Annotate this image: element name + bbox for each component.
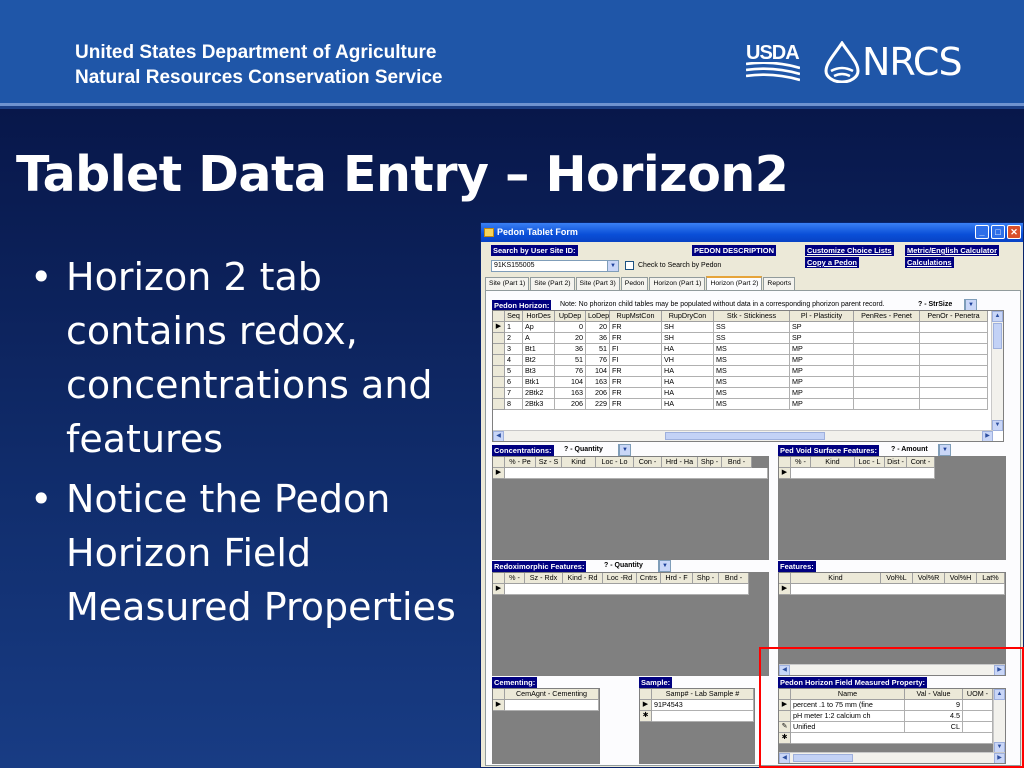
col-stickiness[interactable]: Stk - Stickiness (714, 311, 790, 322)
water-drop-icon (822, 41, 862, 83)
horizon-horizontal-scrollbar[interactable] (493, 430, 993, 441)
row-selector-header (779, 573, 791, 584)
nrcs-wordmark: NRCS (862, 40, 962, 84)
cell-rupmstcon[interactable]: FR (610, 333, 662, 344)
col-size[interactable]: Sz - Rdx (525, 573, 563, 584)
cell-penres[interactable] (854, 399, 920, 410)
cell-lodep[interactable]: 20 (586, 322, 610, 333)
new-record-row[interactable] (779, 468, 1005, 479)
cell-rupdrycon[interactable]: HA (662, 366, 714, 377)
cell-updep[interactable]: 51 (555, 355, 586, 366)
tab-horizon-part-1[interactable]: Horizon (Part 1) (649, 277, 705, 290)
cell-rupdrycon[interactable]: HA (662, 388, 714, 399)
cell-penres[interactable] (854, 366, 920, 377)
features-grid-header (779, 573, 1005, 584)
col-kind[interactable]: Kind (791, 573, 881, 584)
scroll-right-icon[interactable]: ▶ (994, 665, 1005, 676)
cell-stickiness[interactable]: MS (714, 388, 790, 399)
pedon-horizon-label: Pedon Horizon: (494, 301, 550, 310)
cell-plasticity[interactable]: MP (790, 388, 854, 399)
cell-value[interactable]: 4.5 (905, 711, 963, 722)
current-record-icon: ▶ (493, 468, 505, 479)
cell-hordes[interactable]: Bt2 (523, 355, 555, 366)
cell-stickiness[interactable]: MS (714, 366, 790, 377)
cell-penres[interactable] (854, 388, 920, 399)
row-selector-header (779, 457, 791, 468)
cell-seq[interactable]: 6 (505, 377, 523, 388)
scroll-left-icon[interactable]: ◀ (493, 431, 504, 442)
customize-choice-lists-link[interactable]: Customize Choice Lists (807, 246, 892, 255)
col-distinctness[interactable]: Dist - (885, 457, 907, 468)
cell-stickiness[interactable]: MS (714, 355, 790, 366)
horizon-grid (492, 310, 1004, 442)
chevron-down-icon[interactable]: ▼ (659, 561, 670, 571)
row-selector[interactable] (493, 399, 505, 410)
col-penor[interactable]: PenOr - Penetra (920, 311, 988, 322)
cell-name[interactable]: pH meter 1:2 calcium ch (791, 711, 905, 722)
sample-label: Sample: (641, 678, 671, 687)
cell-name[interactable]: percent .1 to 75 mm (fine (791, 700, 905, 711)
cell-updep[interactable]: 20 (555, 333, 586, 344)
cell-lodep[interactable]: 229 (586, 399, 610, 410)
cell-penres[interactable] (854, 344, 920, 355)
col-vol-rv[interactable]: Vol%R (913, 573, 945, 584)
cell-penor[interactable] (920, 377, 988, 388)
cementing-label: Cementing: (494, 678, 536, 687)
table-row[interactable] (493, 399, 1003, 410)
chevron-down-icon[interactable]: ▼ (939, 445, 950, 455)
tab-site-part-3[interactable]: Site (Part 3) (576, 277, 620, 290)
col-lodep[interactable]: LoDep (588, 311, 610, 320)
pedon-description-button[interactable]: PEDON DESCRIPTION (694, 246, 775, 255)
new-record-row[interactable] (493, 468, 768, 479)
cell-value[interactable]: CL (905, 722, 963, 733)
scroll-right-icon[interactable]: ▶ (982, 431, 993, 442)
cell-hordes[interactable]: Bt3 (523, 366, 555, 377)
nrcs-logo (822, 40, 962, 84)
redox-label: Redoximorphic Features: (494, 562, 585, 571)
current-record-icon[interactable]: ▶ (493, 322, 505, 333)
col-value[interactable]: Val - Value (905, 689, 963, 700)
cell-updep[interactable]: 104 (555, 377, 586, 388)
current-record-icon: ▶ (493, 584, 505, 595)
minimize-button[interactable]: _ (975, 225, 989, 239)
chevron-down-icon[interactable]: ▼ (607, 261, 618, 271)
current-record-icon[interactable]: ▶ (779, 700, 791, 711)
cell-rupmstcon[interactable]: FR (610, 377, 662, 388)
col-kind[interactable]: Kind (562, 457, 596, 468)
agency-line-1: United States Department of Agriculture (75, 42, 437, 63)
cell-rupdrycon[interactable]: SH (662, 333, 714, 344)
col-vol-high[interactable]: Vol%H (945, 573, 977, 584)
scroll-left-icon[interactable]: ◀ (779, 753, 790, 764)
cell-seq[interactable]: 3 (505, 344, 523, 355)
tab-horizon-part-2[interactable]: Horizon (Part 2) (706, 276, 762, 290)
col-rupmstcon[interactable]: RupMstCon (610, 311, 662, 322)
cell-plasticity[interactable]: SP (790, 333, 854, 344)
col-location[interactable]: Loc -Rd (603, 573, 637, 584)
cell-penor[interactable] (920, 366, 988, 377)
col-location[interactable]: Loc - L (855, 457, 885, 468)
edit-record-icon[interactable]: ✎ (779, 722, 791, 733)
row-selector[interactable] (493, 377, 505, 388)
sample-grid (639, 688, 755, 764)
cell-lodep[interactable]: 163 (586, 377, 610, 388)
cell-updep[interactable]: 0 (555, 322, 586, 333)
cell-penres[interactable] (854, 355, 920, 366)
table-row[interactable] (493, 366, 1003, 377)
row-selector-header (493, 457, 505, 468)
col-lab-sample[interactable]: Samp# - Lab Sample # (652, 689, 754, 700)
table-row[interactable] (493, 322, 1003, 333)
row-selector[interactable] (493, 333, 505, 344)
tab-reports[interactable]: Reports (763, 277, 795, 290)
scroll-thumb[interactable] (665, 432, 825, 440)
col-updep[interactable]: UpDep (555, 311, 586, 322)
metric-calculator-link[interactable]: Metric/English Calculator (907, 246, 998, 255)
cell-hordes[interactable]: Ap (523, 322, 555, 333)
chevron-down-icon[interactable]: ▼ (965, 300, 976, 310)
cell-rupmstcon[interactable]: FR (610, 322, 662, 333)
table-row[interactable] (640, 700, 754, 711)
col-contrast[interactable]: Con - (634, 457, 662, 468)
cell-rupdrycon[interactable]: HA (662, 399, 714, 410)
col-uom[interactable]: UOM - (963, 689, 993, 700)
cell-penor[interactable] (920, 333, 988, 344)
empty-cell[interactable] (791, 584, 1005, 595)
cell-seq[interactable]: 1 (505, 322, 523, 333)
concentrations-label: Concentrations: (494, 446, 552, 455)
col-percent[interactable]: % - Pe (505, 457, 536, 468)
row-selector-header (493, 573, 505, 584)
cell-seq[interactable]: 8 (505, 399, 523, 410)
scroll-up-icon[interactable]: ▲ (994, 689, 1005, 700)
window-titlebar[interactable] (481, 223, 1023, 242)
cell-penres[interactable] (854, 322, 920, 333)
cell-rupdrycon[interactable]: HA (662, 344, 714, 355)
col-shape[interactable]: Shp - (693, 573, 719, 584)
search-by-pedon-checkbox[interactable] (625, 261, 634, 270)
cell-seq[interactable]: 4 (505, 355, 523, 366)
cell-lodep[interactable]: 36 (586, 333, 610, 344)
tab-pedon[interactable]: Pedon (621, 277, 649, 290)
horizon-grid-body (493, 322, 1003, 410)
scroll-up-icon[interactable]: ▲ (992, 311, 1003, 322)
row-selector-header (493, 311, 505, 322)
cell-updep[interactable]: 76 (555, 366, 586, 377)
scroll-down-icon[interactable]: ▼ (994, 742, 1005, 753)
cell-plasticity[interactable]: MP (790, 355, 854, 366)
cell-rupmstcon[interactable]: FI (610, 344, 662, 355)
col-hardness[interactable]: Hrd - Ha (662, 457, 698, 468)
cell-hordes[interactable]: 2Btk2 (523, 388, 555, 399)
cell-hordes[interactable]: Btk1 (523, 377, 555, 388)
row-selector[interactable] (493, 355, 505, 366)
cell-rupmstcon[interactable]: FR (610, 388, 662, 399)
window-title: Pedon Tablet Form (497, 227, 578, 237)
cell-plasticity[interactable]: MP (790, 399, 854, 410)
strsize-label: ? - StrSize (918, 301, 953, 308)
table-row[interactable] (493, 355, 1003, 366)
concentrations-grid (492, 456, 769, 560)
col-contrast[interactable]: Cntrs (637, 573, 661, 584)
col-seq[interactable]: Seq (505, 311, 523, 322)
cell-value[interactable]: 9 (905, 700, 963, 711)
col-location[interactable]: Loc - Lo (596, 457, 634, 468)
col-lat[interactable]: Lat% (977, 573, 1005, 584)
concentrations-qty-dropdown[interactable] (618, 444, 631, 456)
cell-plasticity[interactable]: MP (790, 377, 854, 388)
tab-site-part-2[interactable]: Site (Part 2) (530, 277, 574, 290)
col-hardness[interactable]: Hrd - F (661, 573, 693, 584)
scroll-thumb[interactable] (993, 323, 1002, 349)
horizon-vertical-scrollbar[interactable] (991, 311, 1003, 431)
col-boundary[interactable]: Bnd - (722, 457, 752, 468)
agency-line-2: Natural Resources Conservation Service (75, 67, 443, 88)
fmp-label: Pedon Horizon Field Measured Property: (780, 678, 926, 687)
pedvoid-amount-label: ? - Amount (891, 446, 928, 453)
row-selector[interactable] (493, 344, 505, 355)
empty-cell[interactable] (652, 711, 754, 722)
col-cementing-agent[interactable]: CemAgnt - Cementing (505, 689, 599, 700)
new-record-row[interactable] (640, 711, 754, 722)
col-vol-low[interactable]: Vol%L (881, 573, 913, 584)
table-row[interactable] (493, 344, 1003, 355)
bullet-list (30, 250, 460, 640)
cell-penor[interactable] (920, 344, 988, 355)
empty-cell[interactable] (505, 468, 768, 479)
form-icon (484, 228, 494, 237)
bullet-item: • Notice the Pedon Horizon Field Measured Properties (30, 472, 460, 634)
cell-penres[interactable] (854, 377, 920, 388)
col-penres[interactable]: PenRes - Penet (854, 311, 920, 322)
bullet-item: • Horizon 2 tab contains redox, concentrations and features (30, 250, 460, 466)
cell-penres[interactable] (854, 333, 920, 344)
col-boundary[interactable]: Bnd - (719, 573, 749, 584)
new-record-row[interactable] (493, 584, 768, 595)
horizon-grid-header (493, 311, 1003, 322)
table-row[interactable] (493, 377, 1003, 388)
horizon-note: Note: No phorizon child tables may be populated without data in a corresponding phorizon parent record. (560, 301, 885, 308)
current-record-icon: ▶ (493, 700, 505, 711)
site-id-value: 91KS155005 (494, 262, 535, 269)
concentrations-qty-label: ? - Quantity (564, 446, 603, 453)
highlight-box (759, 647, 1024, 768)
cell-penor[interactable] (920, 322, 988, 333)
cell-hordes[interactable]: 2Btk3 (523, 399, 555, 410)
table-row[interactable] (493, 388, 1003, 399)
scroll-down-icon[interactable]: ▼ (992, 420, 1003, 431)
cell-updep[interactable]: 206 (555, 399, 586, 410)
sample-grid-header (640, 689, 754, 700)
new-record-row[interactable] (779, 584, 1005, 595)
search-by-pedon-label: Check to Search by Pedon (638, 262, 722, 269)
pedvoid-grid (778, 456, 1006, 560)
col-kind[interactable]: Kind (811, 457, 855, 468)
new-record-row[interactable] (493, 700, 599, 711)
cementing-grid-header (493, 689, 599, 700)
redox-qty-label: ? - Quantity (604, 562, 643, 569)
copy-pedon-link[interactable]: Copy a Pedon (807, 258, 858, 267)
tab-site-part-1[interactable]: Site (Part 1) (485, 277, 529, 290)
cell-updep[interactable]: 36 (555, 344, 586, 355)
row-selector[interactable] (493, 366, 505, 377)
col-plasticity[interactable]: Pl - Plasticity (790, 311, 854, 322)
redox-grid-header (493, 573, 768, 584)
cell-rupmstcon[interactable]: FR (610, 366, 662, 377)
usda-logo (746, 44, 802, 82)
col-percent[interactable]: % - (505, 573, 525, 584)
maximize-button[interactable]: □ (991, 225, 1005, 239)
cell-hordes[interactable]: Bt1 (523, 344, 555, 355)
cell-seq[interactable]: 7 (505, 388, 523, 399)
cell-stickiness[interactable]: SS (714, 333, 790, 344)
cell-plasticity[interactable]: MP (790, 344, 854, 355)
col-name[interactable]: Name (791, 689, 905, 700)
cell-stickiness[interactable]: MS (714, 344, 790, 355)
scroll-right-icon[interactable]: ▶ (994, 753, 1005, 764)
cell-stickiness[interactable]: SS (714, 322, 790, 333)
search-label: Search by User Site ID: (493, 246, 576, 255)
col-kind[interactable]: Kind - Rd (563, 573, 603, 584)
slide-header (0, 0, 1024, 106)
cell-rupmstcon[interactable]: FI (610, 355, 662, 366)
cell-penor[interactable] (920, 388, 988, 399)
current-record-icon: ▶ (779, 468, 791, 479)
col-shape[interactable]: Shp - (698, 457, 722, 468)
cell-stickiness[interactable]: MS (714, 377, 790, 388)
redox-qty-dropdown[interactable] (658, 560, 671, 572)
usda-field-stripes-icon (746, 62, 800, 82)
cell-penor[interactable] (920, 399, 988, 410)
slide-title: Tablet Data Entry – Horizon2 (16, 146, 789, 203)
agency-name (75, 40, 443, 90)
cementing-grid (492, 688, 600, 764)
features-label: Features: (780, 562, 814, 571)
cell-rupdrycon[interactable]: VH (662, 355, 714, 366)
cell-rupmstcon[interactable]: FR (610, 399, 662, 410)
cell-lodep[interactable]: 76 (586, 355, 610, 366)
current-record-icon: ▶ (779, 584, 791, 595)
cell-seq[interactable]: 5 (505, 366, 523, 377)
form-tabs (485, 277, 796, 290)
cell-seq[interactable]: 2 (505, 333, 523, 344)
cell-rupdrycon[interactable]: SH (662, 322, 714, 333)
col-percent[interactable]: % - (791, 457, 811, 468)
empty-cell[interactable] (505, 700, 599, 711)
cell-plasticity[interactable]: MP (790, 366, 854, 377)
cell-name[interactable]: Unified (791, 722, 905, 733)
row-selector-header (640, 689, 652, 700)
lab-sample-cell[interactable]: 91P4543 (652, 700, 754, 711)
current-record-icon: ▶ (640, 700, 652, 711)
empty-cell[interactable] (791, 468, 935, 479)
empty-cell[interactable] (505, 584, 749, 595)
col-size[interactable]: Sz - S (536, 457, 562, 468)
calculations-link[interactable]: Calculations (907, 258, 952, 267)
col-continuity[interactable]: Cont - (907, 457, 935, 468)
pedvoid-grid-header (779, 457, 1005, 468)
site-id-combo[interactable] (491, 260, 619, 272)
cell-lodep[interactable]: 51 (586, 344, 610, 355)
cell-penor[interactable] (920, 355, 988, 366)
usda-wordmark: USDA (746, 42, 799, 64)
cell-hordes[interactable]: A (523, 333, 555, 344)
cell-rupdrycon[interactable]: HA (662, 377, 714, 388)
col-rupdrycon[interactable]: RupDryCon (662, 311, 714, 322)
scroll-left-icon[interactable]: ◀ (779, 665, 790, 676)
row-selector[interactable] (493, 388, 505, 399)
cell-plasticity[interactable]: SP (790, 322, 854, 333)
new-record-icon: ✱ (779, 733, 791, 744)
concentrations-grid-header (493, 457, 768, 468)
cell-stickiness[interactable]: MS (714, 399, 790, 410)
chevron-down-icon[interactable]: ▼ (619, 445, 630, 455)
pedvoid-amount-dropdown[interactable] (938, 444, 951, 456)
cell-lodep[interactable]: 104 (586, 366, 610, 377)
col-hordes[interactable]: HorDes (523, 311, 555, 322)
cell-lodep[interactable]: 206 (586, 388, 610, 399)
redox-grid (492, 572, 769, 676)
close-button[interactable]: ✕ (1007, 225, 1021, 239)
table-row[interactable] (493, 333, 1003, 344)
cell-updep[interactable]: 163 (555, 388, 586, 399)
row-selector-header (493, 689, 505, 700)
new-record-icon: ✱ (640, 711, 652, 722)
pedvoid-label: Ped Void Surface Features: (780, 446, 877, 455)
